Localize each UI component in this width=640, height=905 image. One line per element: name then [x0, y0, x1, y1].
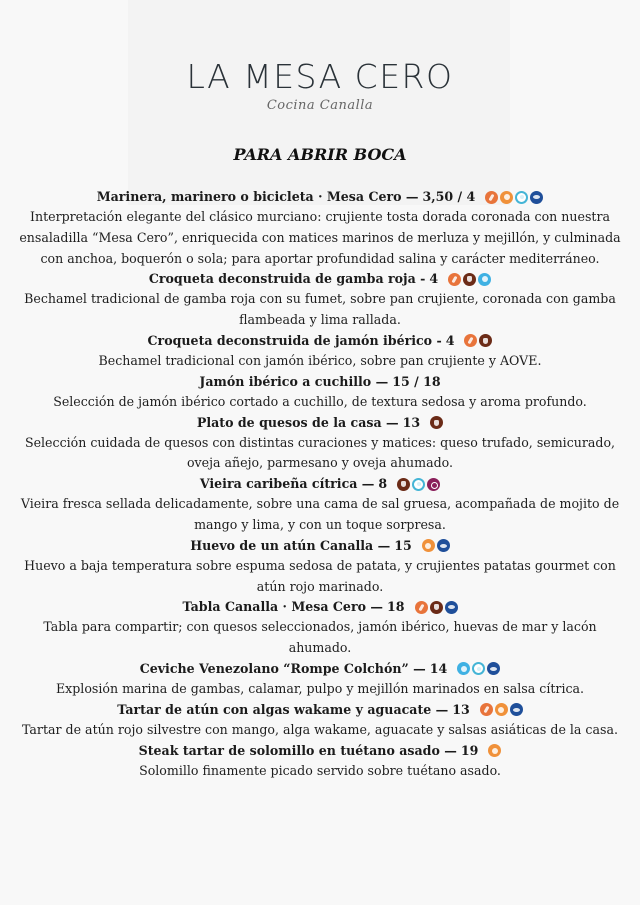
menu-item [12, 597, 628, 659]
dish-description: Vieira fresca sellada delicadamente, sobre una cama de sal gruesa, acompañada de mojito de mango y lima, y con un toque sorpresa. [20, 496, 620, 532]
dish-description: Huevo a baja temperatura sobre espuma sedosa de patata, y crujientes patatas gourmet con atún rojo marinado. [24, 557, 616, 594]
mollusc-icon [412, 478, 425, 491]
egg-icon [422, 539, 435, 552]
egg-icon [500, 191, 513, 204]
milk-icon [430, 416, 443, 429]
dish-name: Croqueta deconstruida de gamba roja - [148, 271, 426, 287]
logo-subtitle: Cocina Canalla [266, 98, 374, 113]
dish-description: Bechamel tradicional con jamón ibérico, sobre pan crujiente y AOVE. [98, 352, 542, 368]
dish-name: Ceviche Venezolano “Rompe Colchón” — [139, 660, 426, 676]
dish-price: 13 [402, 414, 421, 430]
gluten-icon [480, 703, 493, 716]
menu-item [12, 659, 628, 700]
allergen-icons [397, 478, 440, 491]
restaurant-logo [0, 58, 640, 113]
allergen-icons [415, 601, 458, 614]
menu-item [12, 269, 628, 331]
menu-list [12, 187, 628, 781]
fish-icon [445, 601, 458, 614]
dish-description: Bechamel tradicional de gamba roja con su fumet, sobre pan crujiente, coronada con gamba flambeada y lima rallada. [24, 291, 616, 328]
milk-icon [479, 334, 492, 347]
fish-icon [510, 703, 523, 716]
dish-description: Solomillo finamente picado servido sobre tuétano asado. [139, 762, 501, 778]
gluten-icon [448, 273, 461, 286]
crustacean-icon [457, 662, 470, 675]
allergen-icons [430, 416, 443, 429]
dish-name: Steak tartar de solomillo en tuétano asado — [138, 742, 457, 758]
dish-description: Tabla para compartir; con quesos seleccionados, jamón ibérico, huevas de mar y lacón ahumado. [43, 619, 597, 656]
allergen-icons [488, 744, 501, 757]
dish-name: Marinera, marinero o bicicleta · Mesa Cero — [96, 189, 419, 204]
egg-icon [488, 744, 501, 757]
dish-price: 14 [429, 660, 448, 676]
gluten-icon [485, 191, 498, 204]
allergen-icons [422, 539, 450, 552]
dish-name: Plato de quesos de la casa — [196, 414, 399, 430]
dish-price: 15 / 18 [392, 373, 441, 389]
logo-title: LA MESA CERO [186, 57, 454, 96]
dish-price: 13 [452, 701, 470, 717]
dish-price: 4 [429, 271, 439, 287]
crustacean-icon [478, 273, 491, 286]
menu-item [12, 474, 628, 536]
allergen-icons [457, 662, 500, 675]
menu-item [12, 331, 628, 372]
dish-price: 15 [394, 537, 412, 553]
dish-description: Selección de jamón ibérico cortado a cuchillo, de textura sedosa y aroma profundo. [53, 393, 587, 409]
menu-item [12, 413, 628, 475]
milk-icon [463, 273, 476, 286]
dish-name: Tartar de atún con algas wakame y aguacate — [117, 701, 449, 717]
dish-name: Tabla Canalla · Mesa Cero — [182, 599, 383, 615]
gluten-icon [415, 601, 428, 614]
egg-icon [495, 703, 508, 716]
dish-price: 19 [460, 742, 479, 758]
allergen-icons [448, 273, 491, 286]
dish-name: Croqueta deconstruida de jamón ibérico - [147, 332, 442, 348]
gluten-icon [464, 334, 477, 347]
dish-price: 8 [378, 476, 388, 492]
mollusc-icon [515, 191, 528, 204]
mollusc-icon [472, 662, 485, 675]
dish-name: Vieira caribeña cítrica — [199, 476, 375, 492]
menu-item [12, 187, 628, 269]
menu-item [12, 741, 628, 782]
milk-icon [430, 601, 443, 614]
sulphite-icon [427, 478, 440, 491]
fish-icon [487, 662, 500, 675]
menu-item [12, 536, 628, 598]
fish-icon [437, 539, 450, 552]
dish-description: Interpretación elegante del clásico murciano: crujiente tosta dorada coronada con nuestra ensaladilla “Mesa Cero”, enriquecida con matices marinos de merluza y mejillón, y culminada con anchoa, boquerón o sola; para aportar profundidad salina y carácter mediterráneo. [19, 209, 621, 266]
allergen-icons [485, 191, 543, 204]
allergen-icons [464, 334, 492, 347]
menu-item [12, 700, 628, 741]
dish-price: 3,50 / 4 [422, 189, 476, 204]
milk-icon [397, 478, 410, 491]
fish-icon [530, 191, 543, 204]
dish-price: 4 [445, 332, 455, 348]
section-title: PARA ABRIR BOCA [233, 145, 407, 164]
menu-item [12, 372, 628, 413]
dish-name: Jamón ibérico a cuchillo — [199, 373, 389, 389]
dish-price: 18 [386, 599, 405, 615]
dish-description: Tartar de atún rojo silvestre con mango, alga wakame, aguacate y salsas asiáticas de la casa. [22, 721, 618, 737]
dish-description: Selección cuidada de quesos con distintas curaciones y matices: queso trufado, semicurado, oveja añejo, parmesano y oveja ahumado. [24, 434, 616, 471]
dish-description: Explosión marina de gambas, calamar, pulpo y mejillón marinados en salsa cítrica. [55, 680, 585, 696]
allergen-icons [480, 703, 523, 716]
dish-name: Huevo de un atún Canalla — [190, 537, 391, 553]
